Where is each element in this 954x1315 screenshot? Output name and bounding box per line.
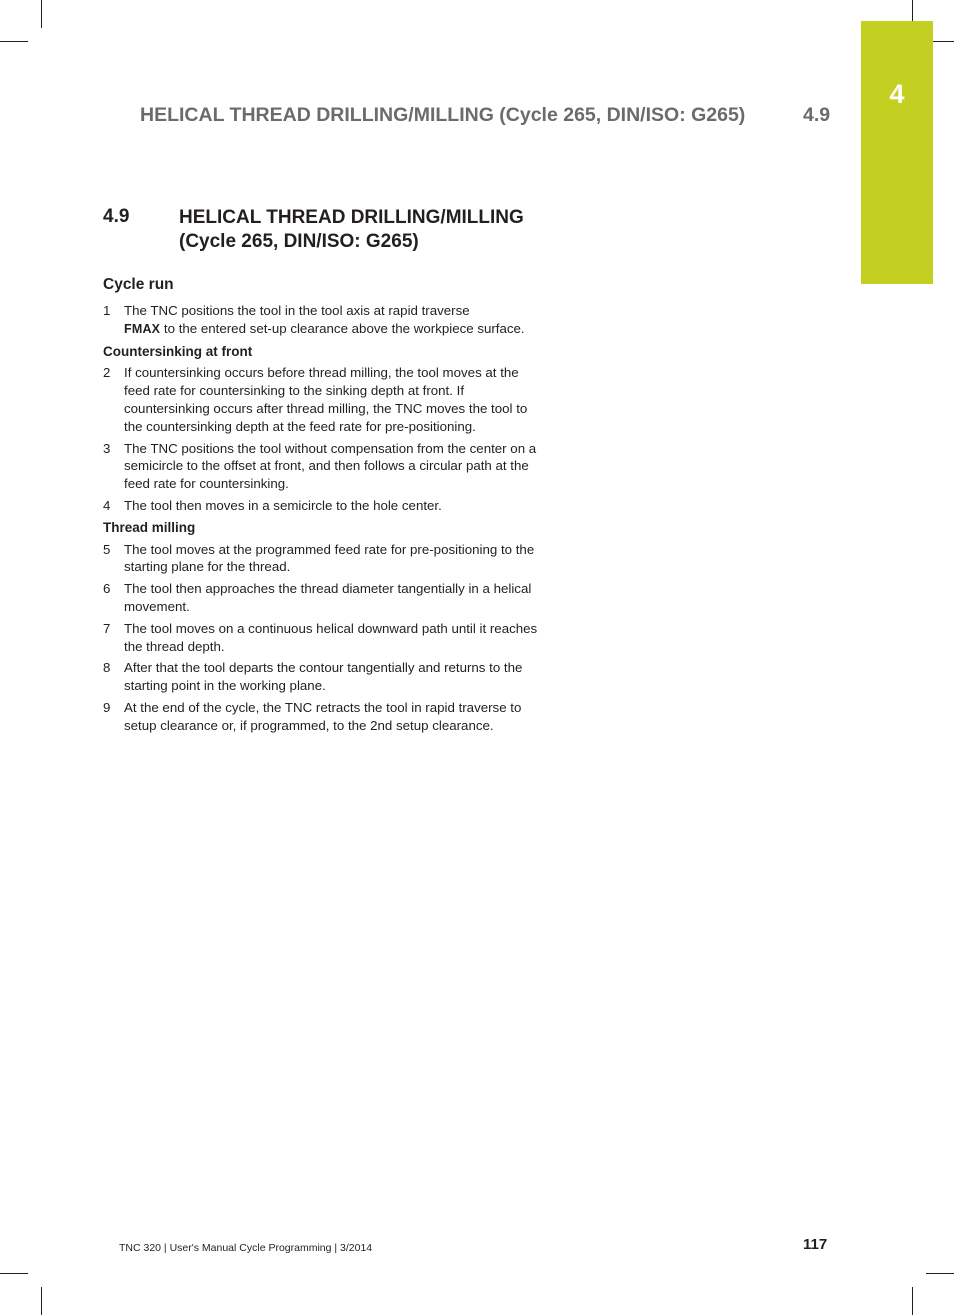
list-item <box>103 497 543 515</box>
crop-mark <box>926 1273 954 1274</box>
list-item <box>103 659 543 695</box>
step-text: If countersinking occurs before thread milling, the tool moves at the feed rate for countersinking to the sinking depth at front. If countersinking occurs after thread milling, the TNC moves the tool to the countersinking depth at the feed rate for pre-positioning. <box>124 365 528 434</box>
running-head-title: HELICAL THREAD DRILLING/MILLING (Cycle 265, DIN/ISO: G265) <box>140 104 746 126</box>
section-number: 4.9 <box>103 206 130 227</box>
running-head-section: 4.9 <box>803 104 831 126</box>
crop-mark <box>41 1287 42 1315</box>
page-number: 117 <box>803 1236 828 1253</box>
step-text: to the entered set-up clearance above the workpiece surface. <box>160 320 525 336</box>
chapter-number: 4 <box>889 79 905 109</box>
chapter-tab <box>861 21 933 284</box>
step-number: 8 <box>103 660 111 676</box>
crop-mark <box>0 1273 28 1274</box>
thread-milling-heading: Thread milling <box>103 519 196 535</box>
crop-mark <box>912 1287 913 1315</box>
crop-mark <box>41 0 42 28</box>
code-fmax: FMAX <box>124 321 161 336</box>
running-head <box>140 104 832 127</box>
step-number: 2 <box>103 365 111 381</box>
step-number: 1 <box>103 303 111 318</box>
section-title-line-2: (Cycle 265, DIN/ISO: G265) <box>179 231 419 252</box>
step-text: The TNC positions the tool without compensation from the center on a semicircle to the offset at front, and then follows a circular path at the feed rate for countersinking. <box>124 440 537 492</box>
step-number: 9 <box>103 699 111 715</box>
crop-mark <box>0 41 28 42</box>
list-item <box>103 440 543 493</box>
list-item <box>103 620 543 656</box>
step-text: After that the tool departs the contour tangentially and returns to the starting point in the working plane. <box>124 660 523 694</box>
step-text: The tool then moves in a semicircle to the hole center. <box>124 497 442 513</box>
list-item <box>103 699 543 735</box>
cycle-run-content <box>103 302 543 739</box>
cycle-run-heading: Cycle run <box>103 276 174 293</box>
section-title <box>179 206 579 254</box>
step-text: The TNC positions the tool in the tool axis at rapid traverse <box>124 303 470 318</box>
list-item <box>103 364 543 435</box>
step-number: 3 <box>103 440 111 456</box>
footer-source: TNC 320 | User's Manual Cycle Programming | 3/2014 <box>119 1242 373 1254</box>
step-text: The tool moves at the programmed feed rate for pre-positioning to the starting plane for the thread. <box>124 541 535 575</box>
step-number: 5 <box>103 541 111 557</box>
list-item <box>103 580 543 616</box>
countersinking-front-heading: Countersinking at front <box>103 343 253 359</box>
step-number: 6 <box>103 581 111 597</box>
section-title-line-1: HELICAL THREAD DRILLING/MILLING <box>179 207 524 228</box>
list-item <box>103 302 543 339</box>
step-number: 7 <box>103 620 111 636</box>
step-text: The tool moves on a continuous helical downward path until it reaches the thread depth. <box>124 620 538 654</box>
list-item <box>103 541 543 577</box>
step-number: 4 <box>103 497 111 513</box>
step-text: At the end of the cycle, the TNC retracts the tool in rapid traverse to setup clearance or, if programmed, to the 2nd setup clearance. <box>124 699 522 733</box>
step-text: The tool then approaches the thread diameter tangentially in a helical movement. <box>124 581 532 614</box>
